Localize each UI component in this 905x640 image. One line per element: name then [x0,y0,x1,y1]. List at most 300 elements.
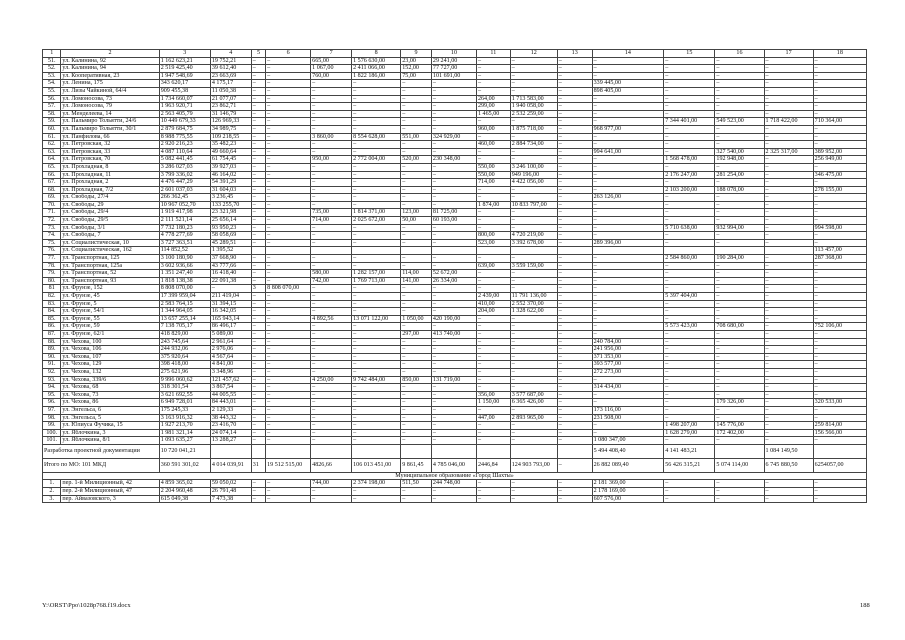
table-cell: – [592,391,664,399]
column-number-cell: 12 [510,50,557,58]
table-cell: – [592,262,664,270]
table-cell: – [764,376,813,384]
table-cell: 5 082 441,45 [159,156,210,164]
table-cell [352,247,401,255]
address-cell: ул. Социалистическая, 162 [61,247,159,255]
table-cell: – [431,495,476,503]
table-cell: 39 612,40 [210,65,251,73]
table-cell: – [510,118,557,126]
row-number: 90. [43,353,61,361]
table-cell: – [401,488,432,496]
table-cell: 1 769 713,00 [352,277,401,285]
table-cell: – [476,80,510,88]
table-cell: – [431,232,476,240]
table-cell [476,444,510,458]
table-cell: – [352,103,401,111]
row-number: 54. [43,80,61,88]
table-cell: – [401,163,432,171]
table-cell: – [510,315,557,323]
table-row [43,399,867,407]
address-cell: ул. Транспортная, 93 [61,277,159,285]
table-cell: – [557,72,592,80]
table-cell: – [266,293,311,301]
row-number: 101. [43,437,61,445]
table-cell: 710 364,00 [813,118,866,126]
table-cell: 1 093 635,27 [159,437,210,445]
table-cell: – [813,480,866,488]
table-cell: – [352,437,401,445]
table-cell: – [311,495,352,503]
table-cell: – [813,384,866,392]
table-row [43,262,867,270]
table-cell: 447,00 [476,414,510,422]
table-cell: – [431,406,476,414]
table-cell: – [266,262,311,270]
table-cell: – [592,232,664,240]
table-cell: – [813,125,866,133]
table-cell: 1 050,00 [401,315,432,323]
table-cell [251,247,265,255]
table-cell [510,247,557,255]
table-cell: – [813,270,866,278]
table-cell: – [266,224,311,232]
table-cell: – [557,65,592,73]
table-row [43,480,867,488]
table-cell: – [401,338,432,346]
table-cell: – [764,171,813,179]
table-cell: – [352,406,401,414]
table-cell: – [401,194,432,202]
table-cell: – [664,80,715,88]
table-cell: – [266,148,311,156]
table-cell: – [476,480,510,488]
table-cell: – [476,224,510,232]
table-cell: – [592,293,664,301]
table-cell: – [476,384,510,392]
table-cell: – [592,163,664,171]
table-cell: – [476,285,510,293]
table-cell: – [311,384,352,392]
address-cell: ул. Энгельса, 5 [61,414,159,422]
table-cell: – [352,179,401,187]
table-cell: 665,00 [311,57,352,65]
address-cell: ул. Чехова, 68 [61,384,159,392]
address-cell: ул. Прохладная, 8 [61,163,159,171]
table-cell: – [557,186,592,194]
table-cell: – [266,179,311,187]
table-cell: – [813,163,866,171]
table-cell: – [813,293,866,301]
table-cell: – [557,217,592,225]
row-number: 75. [43,239,61,247]
table-cell: – [764,103,813,111]
table-row [43,133,867,141]
table-cell: – [251,323,265,331]
table-cell: – [266,255,311,263]
table-cell: – [401,406,432,414]
table-cell: – [266,488,311,496]
table-cell: – [664,103,715,111]
address-cell: ул. Яблочкина, 8/1 [61,437,159,445]
table-cell: – [431,488,476,496]
table-cell: – [311,194,352,202]
table-cell: 299,00 [476,103,510,111]
table-cell: – [764,232,813,240]
table-cell: 960,00 [476,125,510,133]
table-cell: – [510,429,557,437]
table-cell: – [764,293,813,301]
table-cell: – [813,217,866,225]
table-cell: – [352,239,401,247]
table-cell: – [266,437,311,445]
table-cell: – [251,406,265,414]
table-cell: – [251,330,265,338]
table-cell: 339 445,00 [592,80,664,88]
table-cell: – [431,171,476,179]
table-cell: 360 591 301,02 [159,458,210,472]
row-number: 2. [43,488,61,496]
table-cell: – [266,315,311,323]
table-cell: 3 602 936,66 [159,262,210,270]
table-cell: – [266,323,311,331]
table-cell: 4 892,56 [311,315,352,323]
table-cell: – [715,376,764,384]
table-cell: – [311,87,352,95]
table-cell: 356,00 [476,391,510,399]
table-cell: – [764,125,813,133]
table-row [43,80,867,88]
table-cell [510,444,557,458]
table-cell: – [510,209,557,217]
table-cell: – [431,141,476,149]
table-cell: 4 175,17 [210,80,251,88]
table-cell: 327 540,00 [715,148,764,156]
table-cell: – [557,308,592,316]
table-cell: – [266,414,311,422]
total-row [43,458,867,472]
table-cell: – [557,209,592,217]
table-cell: – [664,495,715,503]
address-cell: ул. Ломоносова, 73 [61,95,159,103]
table-cell: – [764,217,813,225]
table-cell: – [266,87,311,95]
table-cell: – [431,239,476,247]
row-number: 77. [43,255,61,263]
row-number: 94. [43,384,61,392]
row-number: 92. [43,368,61,376]
table-row [43,65,867,73]
table-cell: – [764,406,813,414]
table-cell: – [592,179,664,187]
table-cell: – [431,429,476,437]
table-cell: 23 321,98 [210,209,251,217]
table-cell: – [664,346,715,354]
table-cell: – [664,399,715,407]
table-cell: – [266,232,311,240]
table-cell [557,444,592,458]
table-cell: – [764,300,813,308]
table-cell: – [431,186,476,194]
table-cell: – [592,308,664,316]
table-cell: 2 374 198,00 [352,480,401,488]
row-number: 62. [43,141,61,149]
table-cell: 86 496,17 [210,323,251,331]
table-cell: 9 742 484,00 [352,376,401,384]
table-cell: – [592,285,664,293]
table-cell: – [664,277,715,285]
address-cell: ул. Фрунзе, 59 [61,323,159,331]
table-cell [352,444,401,458]
table-cell: 3 621 692,55 [159,391,210,399]
table-cell: 375 920,64 [159,353,210,361]
table-cell: – [401,399,432,407]
table-row [43,391,867,399]
table-cell: 968 977,00 [592,125,664,133]
table-cell: – [510,57,557,65]
table-cell: 520,00 [401,156,432,164]
table-cell: – [764,346,813,354]
table-cell: – [431,391,476,399]
table-row [43,224,867,232]
table-cell: 58 058,69 [210,232,251,240]
table-cell [266,247,311,255]
table-row [43,87,867,95]
table-cell: – [476,255,510,263]
table-cell: – [311,95,352,103]
table-cell: – [266,72,311,80]
table-cell: – [476,346,510,354]
table-cell: – [431,437,476,445]
table-cell: 3 236,45 [210,194,251,202]
address-cell: пер. 2-й Милиционный, 47 [61,488,159,496]
address-cell: пер. 1-й Милиционный, 42 [61,480,159,488]
table-cell: – [557,488,592,496]
table-cell: 2 584 860,00 [664,255,715,263]
table-cell: – [311,406,352,414]
table-cell: – [251,338,265,346]
table-cell: 2 176 247,00 [664,171,715,179]
table-cell: 93 950,23 [210,224,251,232]
table-cell: 2 519 425,40 [159,65,210,73]
table-cell: – [764,437,813,445]
table-cell: – [510,224,557,232]
table-cell: – [764,368,813,376]
table-cell: – [664,179,715,187]
row-number: 93. [43,376,61,384]
table-cell: – [510,346,557,354]
table-cell: – [715,277,764,285]
table-cell: – [510,368,557,376]
column-number-cell: 4 [210,50,251,58]
table-cell: 343 620,17 [159,80,210,88]
table-cell: – [476,488,510,496]
table-cell: – [431,103,476,111]
table-cell: 4 778 277,69 [159,232,210,240]
table-cell: 38 443,32 [210,414,251,422]
table-cell: – [764,315,813,323]
table-cell: – [664,384,715,392]
address-cell: ул. Прохладная, 11 [61,171,159,179]
table-cell: – [764,399,813,407]
table-cell: – [401,323,432,331]
table-cell: – [352,429,401,437]
table-cell: – [510,323,557,331]
table-cell: – [352,148,401,156]
table-cell: – [431,368,476,376]
table-cell: 2 411 066,00 [352,65,401,73]
section-title: Муниципальное образование «Город Шахты» [43,472,867,480]
table-cell: 190 284,00 [715,255,764,263]
table-cell: – [557,406,592,414]
table-cell: – [352,186,401,194]
column-number-cell: 18 [813,50,866,58]
table-cell: – [664,87,715,95]
table-cell: – [664,232,715,240]
table-cell: – [266,95,311,103]
table-cell: – [431,308,476,316]
table-cell: – [401,80,432,88]
table-cell: – [510,376,557,384]
table-cell [664,247,715,255]
table-cell: – [715,239,764,247]
table-cell: – [266,125,311,133]
table-cell: – [715,163,764,171]
table-cell: 4 422 056,00 [510,179,557,187]
table-cell: – [251,480,265,488]
table-cell: – [266,103,311,111]
table-cell: 5 089,00 [210,330,251,338]
table-cell: – [311,80,352,88]
table-cell: 25 656,14 [210,217,251,225]
page-number: 188 [860,602,870,609]
table-cell: – [764,480,813,488]
table-cell: – [401,186,432,194]
table-cell: – [476,330,510,338]
row-number: 80. [43,277,61,285]
table-cell: 1 734 660,07 [159,95,210,103]
table-cell: – [251,186,265,194]
table-cell: 2 961,64 [210,338,251,346]
table-row [43,103,867,111]
table-cell: 511,50 [401,480,432,488]
table-cell: 244 748,00 [431,480,476,488]
table-cell: 314 434,00 [592,384,664,392]
table-cell: – [715,270,764,278]
table-cell: – [715,194,764,202]
table-cell: – [715,353,764,361]
table-cell: 1 067,00 [311,65,352,73]
table-cell: – [557,338,592,346]
table-cell: – [266,480,311,488]
table-cell: – [311,488,352,496]
table-cell: 4 087 110,64 [159,148,210,156]
table-cell: – [715,133,764,141]
table-cell: 175 245,33 [159,406,210,414]
table-cell: – [266,141,311,149]
table-cell: – [352,201,401,209]
table-cell: 266 362,45 [159,194,210,202]
table-cell: – [813,346,866,354]
table-cell: 17 399 959,04 [159,293,210,301]
table-cell: 389 952,00 [813,148,866,156]
column-number-cell: 7 [311,50,352,58]
table-cell: 31 604,03 [210,186,251,194]
table-cell: – [251,255,265,263]
table-cell: – [664,315,715,323]
table-cell: – [401,437,432,445]
table-cell: 81 725,00 [431,209,476,217]
table-cell: – [401,361,432,369]
table-cell: 551,00 [401,133,432,141]
address-cell: ул. Чехова, 100 [61,338,159,346]
table-cell: 8 808 070,00 [266,285,311,293]
table-cell: – [476,376,510,384]
table-cell: – [764,308,813,316]
table-cell: 3 867,54 [210,384,251,392]
table-cell: – [311,399,352,407]
table-cell: – [715,80,764,88]
table-cell: 6254057,00 [813,458,866,472]
row-number: 82. [43,293,61,301]
table-cell: 742,00 [311,277,352,285]
table-cell: 165 943,14 [210,315,251,323]
table-cell: – [476,72,510,80]
table-cell: – [664,414,715,422]
table-cell: – [813,353,866,361]
table-cell: 1 927 213,70 [159,422,210,430]
table-cell: 4 014 039,91 [210,458,251,472]
table-cell: – [352,141,401,149]
table-cell: 393 577,00 [592,361,664,369]
table-cell: 615 049,38 [159,495,210,503]
table-cell: – [311,118,352,126]
table-cell: – [431,338,476,346]
table-row [43,217,867,225]
table-cell: – [401,87,432,95]
column-number-cell: 6 [266,50,311,58]
table-cell: – [813,488,866,496]
row-number: 53. [43,72,61,80]
table-cell: – [401,179,432,187]
row-number: 52. [43,65,61,73]
table-cell: – [266,368,311,376]
table-cell: 45 289,51 [210,239,251,247]
table-cell: 16 418,40 [210,270,251,278]
table-cell: – [592,315,664,323]
table-cell: – [352,346,401,354]
table-cell: 54 391,29 [210,179,251,187]
table-cell: 994 641,00 [592,148,664,156]
table-cell: – [266,163,311,171]
table-cell: – [431,163,476,171]
table-cell: 2 439,00 [476,293,510,301]
table-cell: – [476,87,510,95]
row-number: 56. [43,95,61,103]
address-cell: ул. Кооперативная, 23 [61,72,159,80]
table-cell: – [510,156,557,164]
table-cell: 297,00 [401,330,432,338]
table-cell: 708 680,00 [715,323,764,331]
address-cell: ул. Ломоносова, 79 [61,103,159,111]
table-cell: 2 563 405,79 [159,110,210,118]
table-cell: – [401,422,432,430]
table-cell: – [764,95,813,103]
address-cell: ул. Чехова, 339/6 [61,376,159,384]
row-number: 65. [43,163,61,171]
table-cell: – [813,57,866,65]
table-cell: – [352,262,401,270]
table-cell: – [715,308,764,316]
